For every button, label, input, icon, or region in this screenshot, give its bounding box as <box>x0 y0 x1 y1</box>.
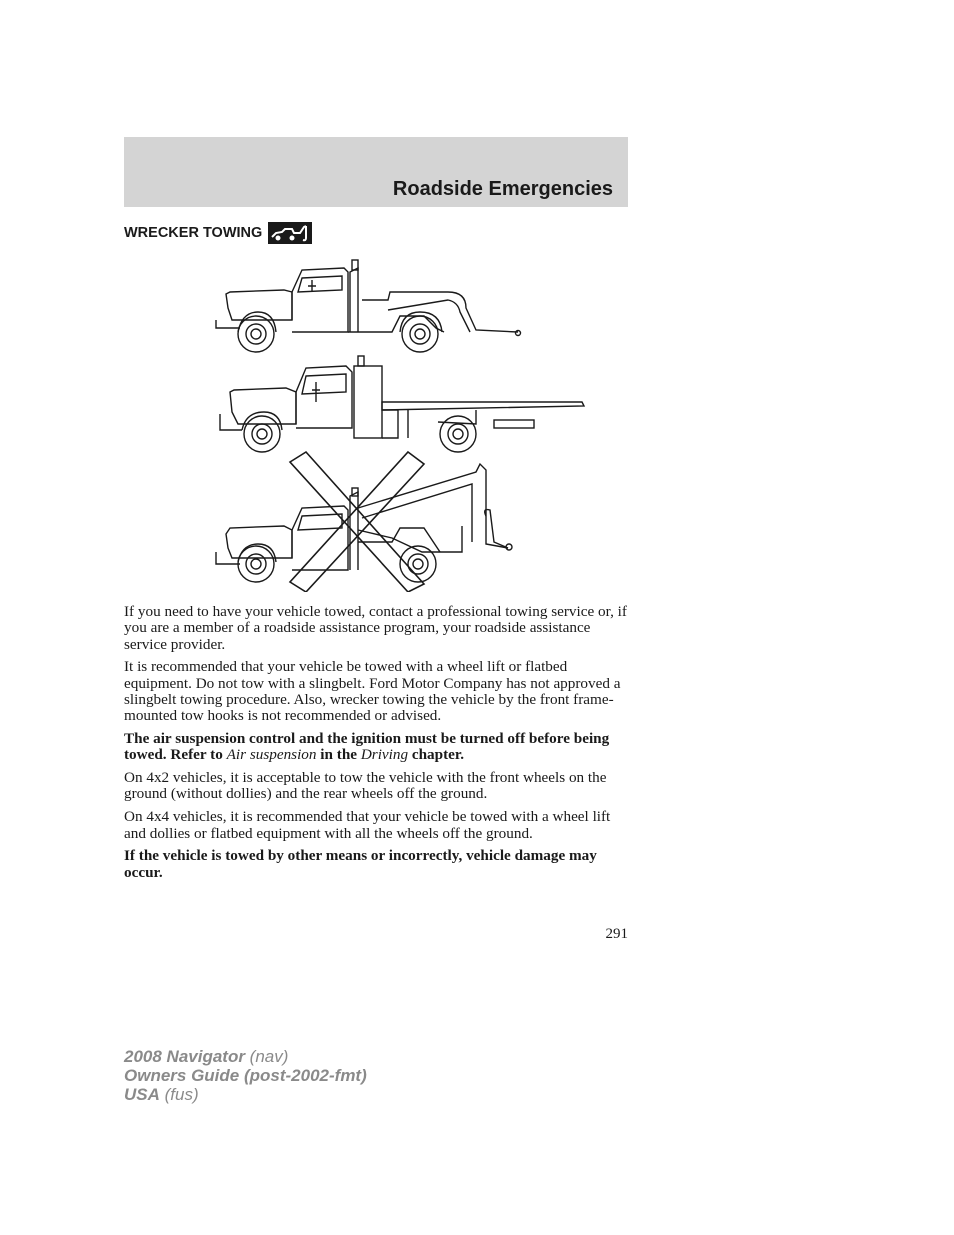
paragraph-wheel-lift: It is recommended that your vehicle be towed with a wheel lift or flatbed equipment. Do not tow with a slingbelt. Ford Motor Company has not approved a slingbelt towing procedure. Also, wrecker towing the vehicle by the front frame-mounted tow hooks is not recommended or advised. <box>124 658 621 725</box>
tow-truck-icon <box>268 222 312 244</box>
paragraph-damage-warning: If the vehicle is towed by other means or incorrectly, vehicle damage may occur. <box>124 847 597 881</box>
body-text <box>124 604 630 887</box>
page-number: 291 <box>605 926 628 942</box>
section-heading <box>124 222 312 244</box>
warning-text: The air suspension control and the ignition must be turned off before being towed. Refer to <box>124 730 610 764</box>
towing-illustration <box>212 252 592 592</box>
footer-market: USA <box>124 1085 160 1104</box>
footer-model-code: (nav) <box>244 1047 289 1066</box>
driving-chapter-reference: Driving <box>360 746 409 764</box>
crossed-out-x <box>290 452 424 592</box>
footer-model: 2008 Navigator <box>124 1047 245 1066</box>
footer-line-1 <box>124 1047 367 1066</box>
footer-market-code: (fus) <box>159 1085 199 1104</box>
footer-line-2: Owners Guide (post-2002-fmt) <box>124 1066 367 1085</box>
section-title-text: WRECKER TOWING <box>124 225 263 241</box>
header-bar <box>124 137 628 207</box>
wheel-lift-truck <box>216 260 521 352</box>
air-suspension-reference: Air suspension <box>226 746 317 764</box>
page-title: Roadside Emergencies <box>392 178 613 200</box>
footer-line-3 <box>124 1085 367 1104</box>
footer <box>124 1047 367 1104</box>
paragraph-contact-service: If you need to have your vehicle towed, contact a professional towing service or, if you are a member of a roadside assistance program, your roadside assistance service provider. <box>124 603 627 653</box>
paragraph-air-suspension-warning <box>124 731 630 764</box>
warning-text: chapter. <box>408 746 465 764</box>
flatbed-truck <box>220 356 584 452</box>
paragraph-4x2: On 4x2 vehicles, it is acceptable to tow the vehicle with the front wheels on the ground (without dollies) and the rear wheels off the ground. <box>124 769 607 803</box>
paragraph-4x4: On 4x4 vehicles, it is recommended that your vehicle be towed with a wheel lift and dollies or flatbed equipment with all the wheels off the ground. <box>124 808 611 842</box>
warning-text: in the <box>316 746 361 764</box>
